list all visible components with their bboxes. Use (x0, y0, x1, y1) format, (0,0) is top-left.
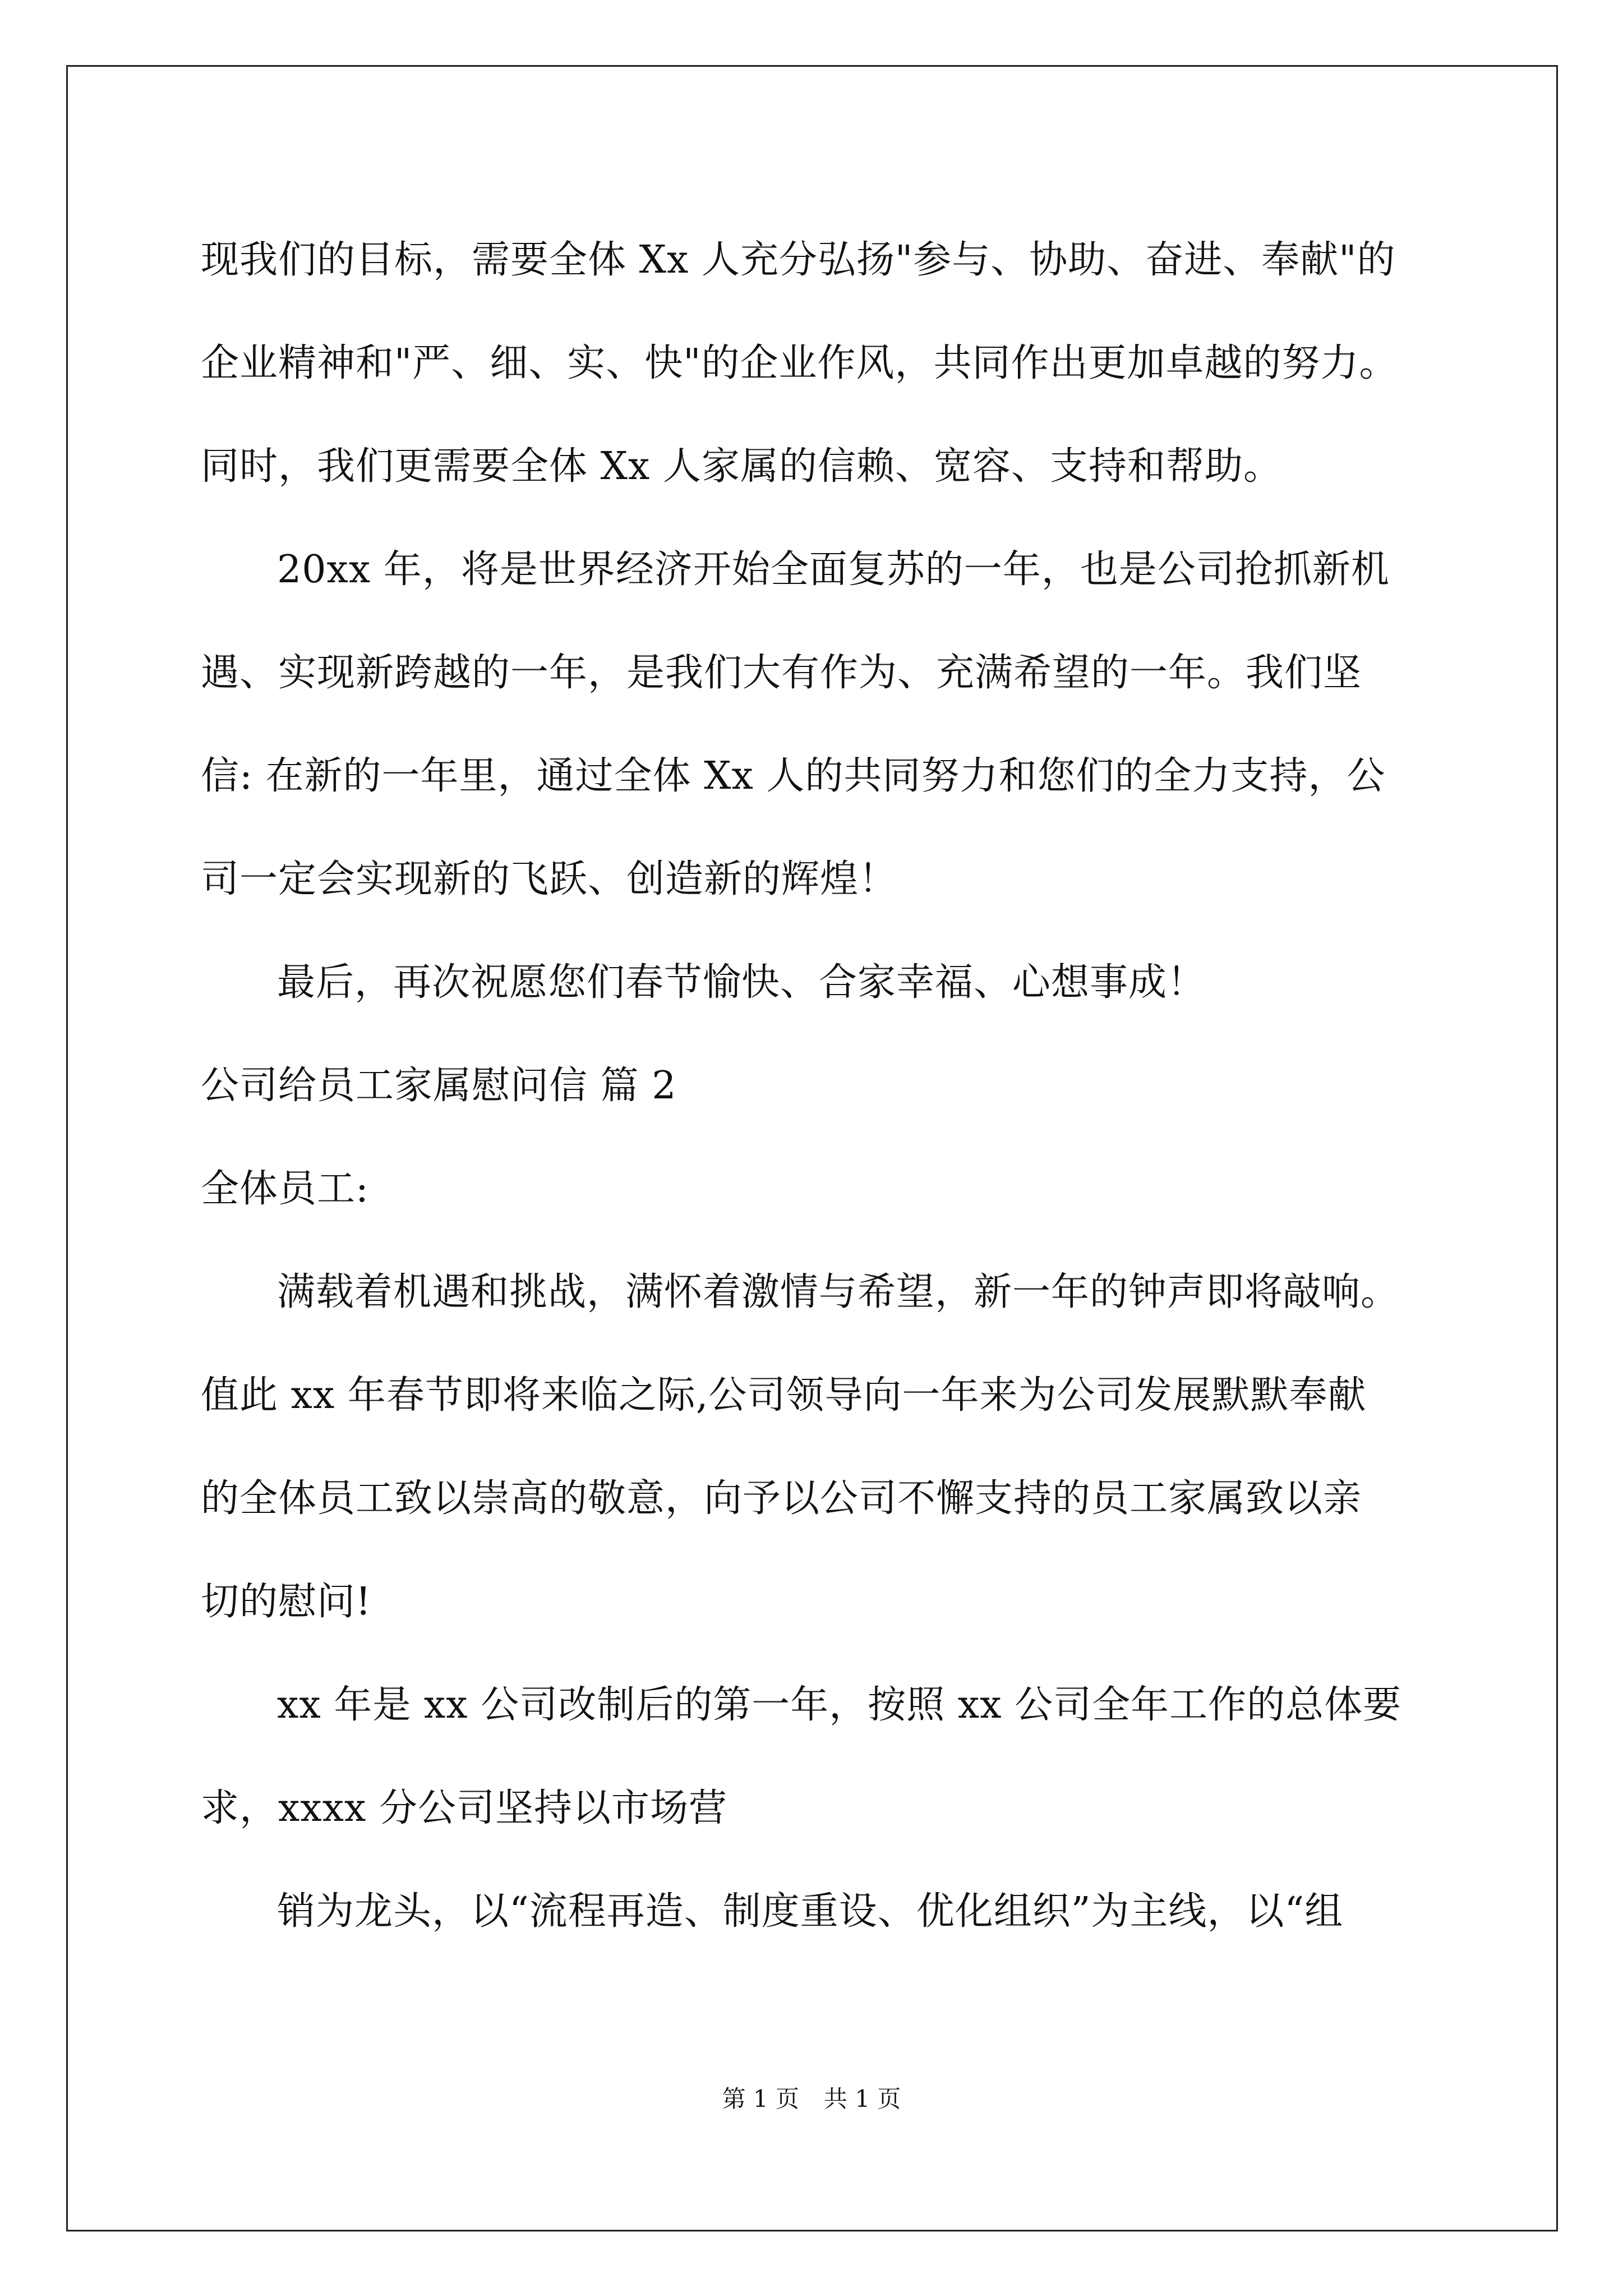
text-line-6: 信: 在新的一年里，通过全体 Xx 人的共同努力和您们的全力支持，公 (201, 754, 1386, 798)
text-line-7: 司一定会实现新的飞跃、创造新的辉煌！ (201, 857, 898, 901)
text-line-14: 切的慰问! (201, 1580, 372, 1624)
page-footer (0, 2082, 1623, 2116)
document-body (201, 209, 1435, 1963)
text-line-3: 同时，我们更需要全体 Xx 人家属的信赖、宽容、支持和帮助。 (201, 444, 1282, 489)
section-heading: 公司给员工家属慰问信 篇 2 (201, 1064, 677, 1108)
page-number: 第 1 页 (722, 2085, 799, 2113)
salutation: 全体员工: (201, 1167, 369, 1211)
text-line-13: 的全体员工致以崇高的敬意，向予以公司不懈支持的员工家属致以亲 (201, 1476, 1362, 1521)
text-line-5: 遇、实现新跨越的一年，是我们大有作为、充满希望的一年。我们坚 (201, 651, 1362, 695)
text-line-2: 企业精神和"严、细、实、快"的企业作风，共同作出更加卓越的努力。 (201, 341, 1398, 385)
text-line-17: 销为龙头，以“流程再造、制度重设、优化组织”为主线，以“组 (277, 1889, 1344, 1934)
text-line-11: 满载着机遇和挑战，满怀着激情与希望，新一年的钟声即将敲响。 (277, 1270, 1400, 1314)
text-line-1: 现我们的目标，需要全体 Xx 人充分弘扬"参与、协助、奋进、奉献"的 (201, 238, 1396, 282)
text-line-4: 20xx 年，将是世界经济开始全面复苏的一年，也是公司抢抓新机 (277, 547, 1390, 592)
text-line-15: xx 年是 xx 公司改制后的第一年，按照 xx 公司全年工作的总体要 (277, 1683, 1402, 1727)
text-line-8: 最后，再次祝愿您们春节愉快、合家幸福、心想事成！ (277, 960, 1206, 1005)
text-line-16: 求，xxxx 分公司坚持以市场营 (201, 1786, 728, 1830)
page-total: 共 1 页 (824, 2085, 901, 2113)
text-line-12: 值此 xx 年春节即将来临之际,公司领导向一年来为公司发展默默奉献 (201, 1373, 1367, 1418)
